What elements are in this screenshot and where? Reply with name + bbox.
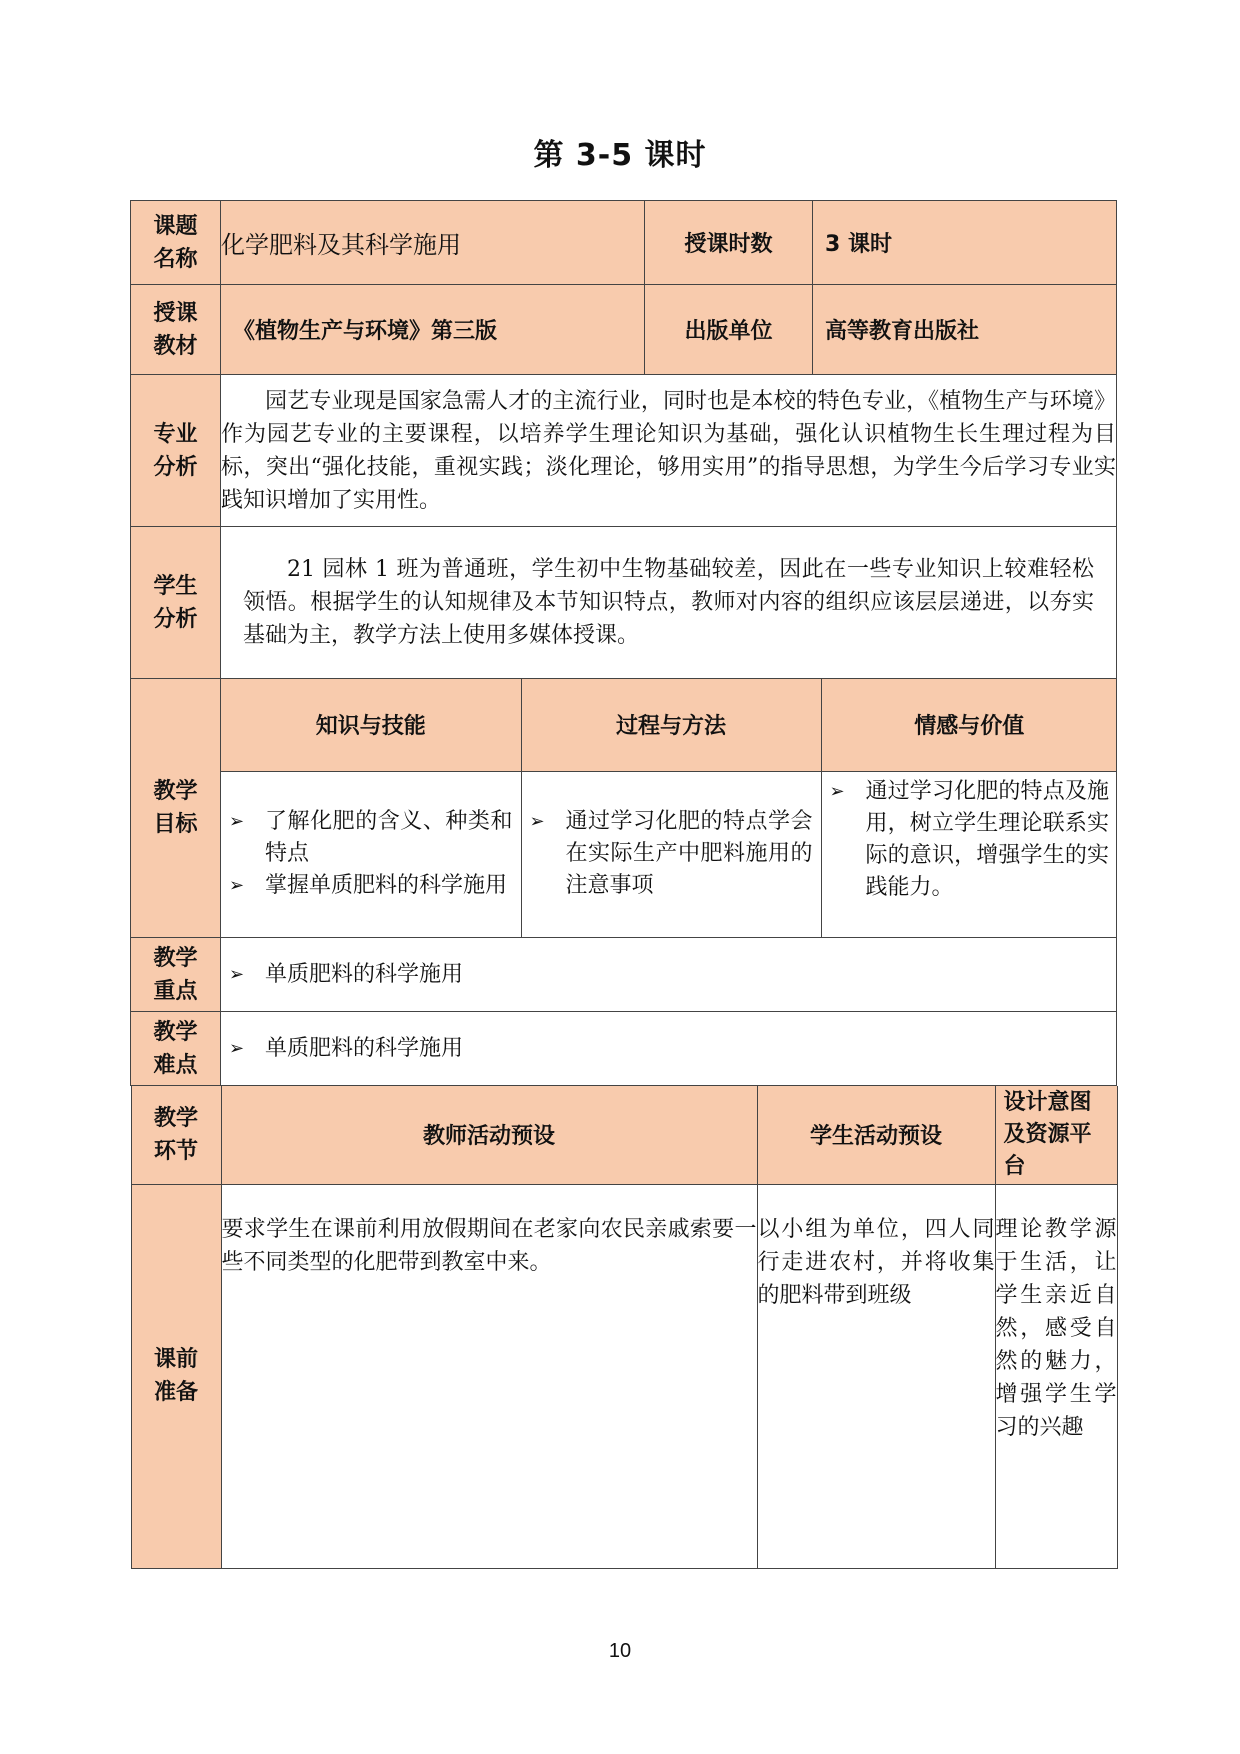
arrow-bullet-icon: ➢ [229,875,245,897]
list-item: ➢ 了解化肥的含义、种类和特点 [221,806,513,870]
list-item: ➢ 单质肥料的科学施用 [221,1033,1116,1065]
textbook-row [131,285,1117,375]
objectives-header-emotion: 情感与价值 [821,679,1117,771]
objectives-cell [221,679,1117,938]
list-item: ➢ 通过学习化肥的特点及施用，树立学生理论联系实际的意识，增强学生的实践能力。 [822,776,1110,904]
process-student-text: 以小组为单位，四人同行走进农村，并将收集的肥料带到班级 [757,1184,995,1568]
process-label: 教学环节 [131,1086,221,1184]
key-point-label: 教学重点 [131,938,221,1012]
objectives-header-process: 过程与方法 [521,679,821,771]
process-teacher-text: 要求学生在课前利用放假期间在老家向农民亲戚索要一些不同类型的化肥带到教室中来。 [221,1184,757,1568]
process-header-teacher: 教师活动预设 [221,1086,757,1184]
publisher-label: 出版单位 [645,285,813,375]
difficulty-row [131,1012,1117,1086]
list-item: ➢ 通过学习化肥的特点学会在实际生产中肥料施用的注意事项 [522,806,813,902]
publisher-value: 高等教育出版社 [813,285,1117,375]
objectives-knowledge-cell [221,771,521,937]
course-name-row [131,201,1117,285]
course-name-value: 化学肥料及其科学施用 [221,201,645,285]
process-cell [131,1086,1117,1569]
arrow-bullet-icon: ➢ [229,963,245,985]
objectives-label: 教学目标 [131,679,221,938]
process-rows [131,1086,1117,1569]
arrow-bullet-icon: ➢ [529,811,545,833]
arrow-bullet-icon: ➢ [829,780,845,802]
objectives-emotion-cell [821,771,1117,937]
lesson-plan-table [130,200,1117,1569]
textbook-value: 《植物生产与环境》第三版 [221,285,645,375]
difficulty-label: 教学难点 [131,1012,221,1086]
process-design-text: 理论教学源于生活，让学生亲近自然，感受自然的魅力，增强学生学习的兴趣 [995,1184,1117,1568]
major-analysis-text: 园艺专业现是国家急需人才的主流行业，同时也是本校的特色专业，《植物生产与环境》作为园艺专业的主要课程，以培养学生理论知识为基础，强化认识植物生长生理过程为目标，突出“强化技能，重视实践；淡化理论，够用实用”的指导思想，为学生今后学习专业实践知识增加了实用性。 [221,375,1117,527]
objectives-process-cell [521,771,821,937]
course-name-label: 课题名称 [131,201,221,285]
page-number: 10 [608,1640,632,1662]
arrow-bullet-icon: ➢ [229,1037,245,1059]
objectives-inner-table [221,679,1117,937]
list-item: ➢ 单质肥料的科学施用 [221,959,1116,991]
textbook-label: 授课教材 [131,285,221,375]
arrow-bullet-icon: ➢ [229,811,245,833]
hours-value: 3 课时 [813,201,1117,285]
process-header-student: 学生活动预设 [757,1086,995,1184]
process-header-design: 设计意图及资源平台 [995,1086,1117,1184]
student-analysis-row [131,527,1117,679]
process-stage-label: 课前准备 [131,1184,221,1568]
student-analysis-label: 学生分析 [131,527,221,679]
process-inner-table [131,1086,1118,1569]
hours-label: 授课时数 [645,201,813,285]
student-analysis-text: 21 园林 1 班为普通班，学生初中生物基础较差，因此在一些专业知识上较难轻松领悟。根据学生的认知规律及本节知识特点，教师对内容的组织应该层层递进，以夯实基础为主，教学方法上使用多媒体授课。 [221,527,1117,679]
difficulty-cell [221,1012,1117,1086]
major-analysis-row [131,375,1117,527]
objectives-header-knowledge: 知识与技能 [221,679,521,771]
key-point-row [131,938,1117,1012]
major-analysis-label: 专业分析 [131,375,221,527]
key-point-cell [221,938,1117,1012]
list-item: ➢ 掌握单质肥料的科学施用 [221,870,513,902]
page-title: 第 3-5 课时 [533,138,707,173]
objectives-row [131,679,1117,938]
